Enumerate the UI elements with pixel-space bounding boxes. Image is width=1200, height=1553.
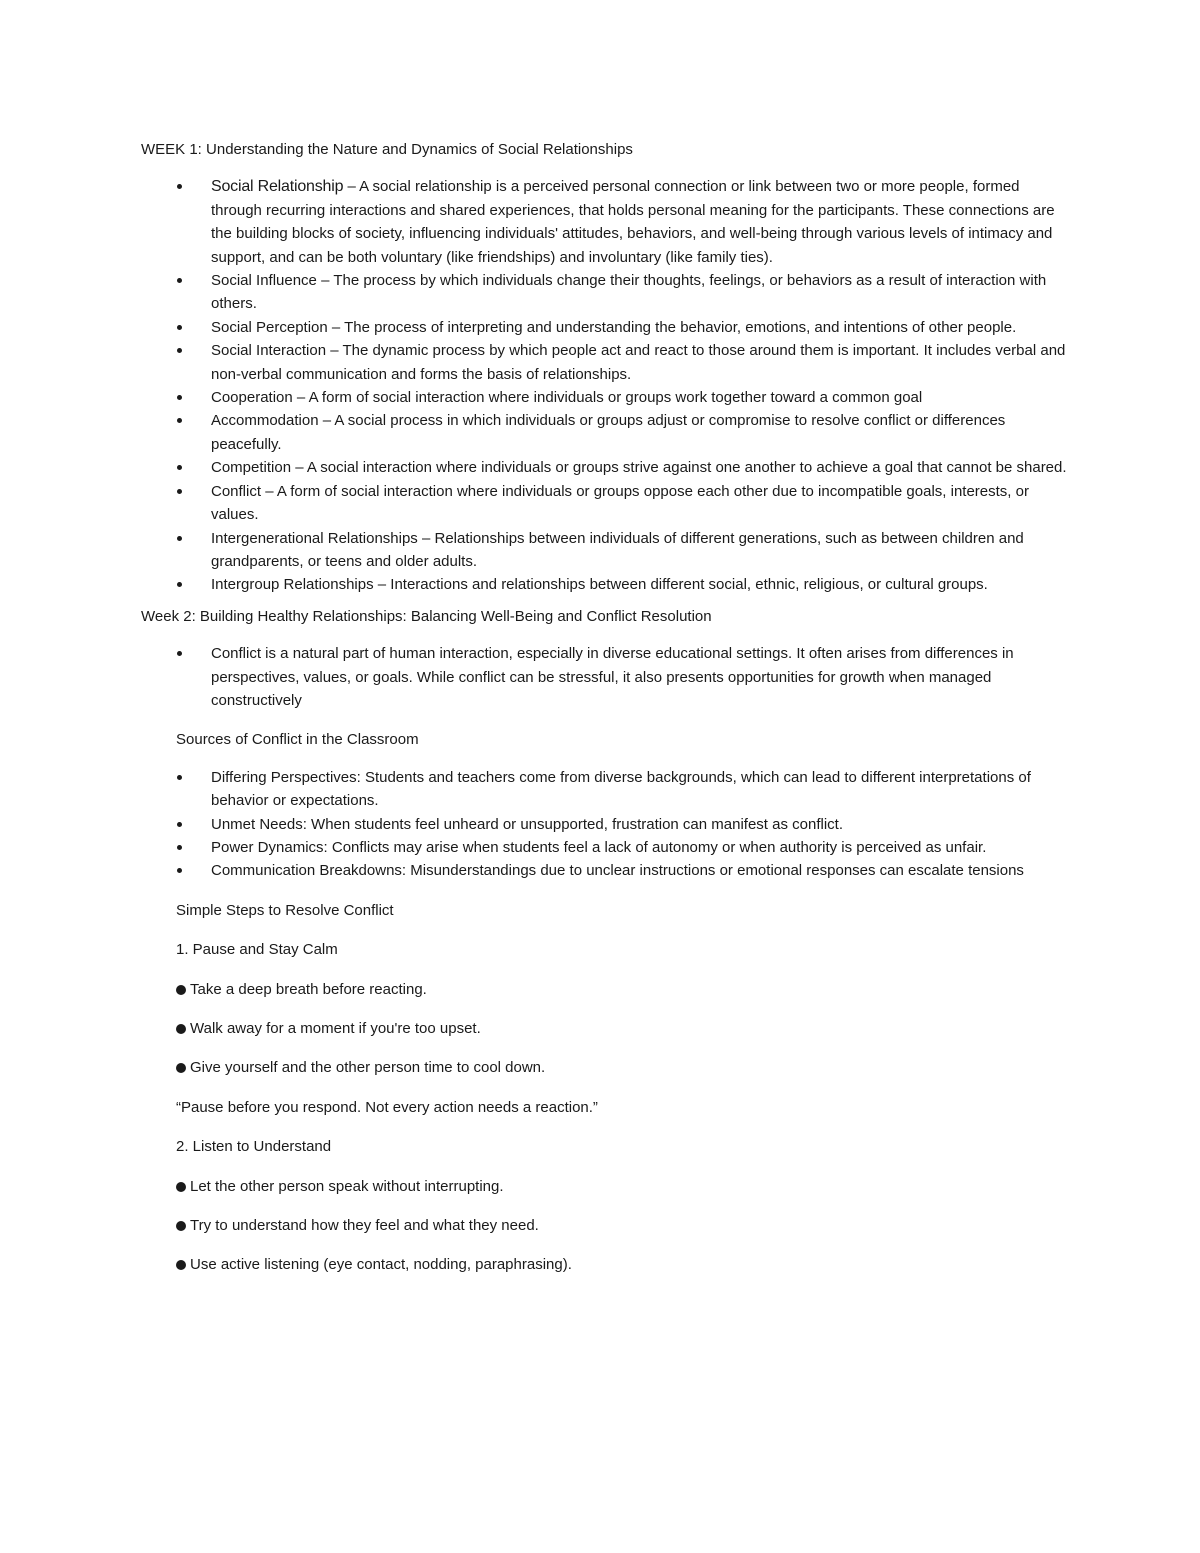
list-item xyxy=(211,386,1071,409)
term: Cooperation xyxy=(211,389,293,407)
definition: – A social process in which individuals or groups adjust or compromise to resolve conflict or differences peacefully. xyxy=(211,412,1006,453)
step-point: Let the other person speak without interrupting. xyxy=(190,1177,504,1195)
step-point: Use active listening (eye contact, nodding, paraphrasing). xyxy=(190,1256,572,1274)
term: Social Interaction xyxy=(211,342,327,360)
document-page xyxy=(141,138,1071,1277)
week2-heading: Week 2: Building Healthy Relationships: Balancing Well-Being and Conflict Resolution xyxy=(141,607,712,625)
definition: – A form of social interaction where individuals or groups work together toward a common goal xyxy=(292,389,923,407)
list-item xyxy=(211,409,1071,456)
term: Conflict xyxy=(211,482,262,500)
step-point: Give yourself and the other person time to cool down. xyxy=(190,1059,546,1077)
list-item xyxy=(211,175,1071,269)
term: Competition xyxy=(211,459,292,477)
definition: – The process of interpreting and understanding the behavior, emotions, and intentions of other people. xyxy=(327,318,1017,336)
list-item: Communication Breakdowns: Misunderstandings due to unclear instructions or emotional responses can escalate tensions xyxy=(211,859,1071,882)
term: Intergenerational Relationships xyxy=(211,529,418,547)
steps-heading: Simple Steps to Resolve Conflict xyxy=(176,901,394,919)
term: Social Perception xyxy=(211,318,328,336)
definition: – The process by which individuals change their thoughts, feelings, or behaviors as a result of interaction with others. xyxy=(211,272,1047,313)
step1-title: 1. Pause and Stay Calm xyxy=(176,941,338,959)
list-item xyxy=(176,978,1071,1001)
sources-list xyxy=(141,766,1071,883)
bullet-dot-icon xyxy=(176,1260,186,1270)
week2-intro-list xyxy=(141,642,1071,712)
list-item xyxy=(176,1017,1071,1040)
step-point: Take a deep breath before reacting. xyxy=(190,980,427,998)
list-item xyxy=(211,456,1071,479)
list-item xyxy=(211,480,1071,527)
step-point: Try to understand how they feel and what they need. xyxy=(190,1217,539,1235)
step1-quote: “Pause before you respond. Not every action needs a reaction.” xyxy=(176,1098,598,1116)
list-item xyxy=(211,527,1071,574)
list-item xyxy=(176,1175,1071,1198)
list-item xyxy=(211,339,1071,386)
sources-heading: Sources of Conflict in the Classroom xyxy=(176,731,419,749)
step2-title: 2. Listen to Understand xyxy=(176,1138,332,1156)
week1-definitions-list xyxy=(141,175,1071,596)
list-item xyxy=(211,573,1071,596)
term: Accommodation xyxy=(211,412,319,430)
week1-heading: WEEK 1: Understanding the Nature and Dynamics of Social Relationships xyxy=(141,141,633,158)
bullet-dot-icon xyxy=(176,1182,186,1192)
term: Social Relationship xyxy=(211,178,344,196)
definition: – The dynamic process by which people act and react to those around them is important. It includes verbal and non-verbal communication and forms the basis of relationships. xyxy=(211,342,1066,383)
list-item: Differing Perspectives: Students and teachers come from diverse backgrounds, which can lead to different interpretations of behavior or expectations. xyxy=(211,766,1071,813)
list-item xyxy=(176,1253,1071,1276)
list-item xyxy=(176,1214,1071,1237)
definition: – A social interaction where individuals or groups strive against one another to achieve a goal that cannot be shared. xyxy=(291,459,1067,477)
list-item xyxy=(211,269,1071,316)
step-point: Walk away for a moment if you're too upset. xyxy=(190,1020,481,1037)
bullet-dot-icon xyxy=(176,1221,186,1231)
list-item: Conflict is a natural part of human interaction, especially in diverse educational settings. It often arises from differences in perspectives, values, or goals. While conflict can be stressful, it also presents opportunities for growth when managed constructively xyxy=(211,642,1071,712)
bullet-dot-icon xyxy=(176,985,186,995)
definition: – Interactions and relationships between different social, ethnic, religious, or cultural groups. xyxy=(373,576,988,594)
definition: – A social relationship is a perceived personal connection or link between two or more people, formed through recurring interactions and shared experiences, that holds personal meaning for the participants. These connections are the building blocks of society, influencing individuals' attitudes, behaviors, and well-being through various levels of intimacy and support, and can be both voluntary (like friendships) and involuntary (like family ties). xyxy=(211,178,1055,266)
list-item: Unmet Needs: When students feel unheard or unsupported, frustration can manifest as conflict. xyxy=(211,813,1071,836)
definition: – A form of social interaction where individuals or groups oppose each other due to incompatible goals, interests, or values. xyxy=(211,482,1029,524)
bullet-dot-icon xyxy=(176,1063,186,1073)
definition: – Relationships between individuals of different generations, such as between children and grandparents, or teens and older adults. xyxy=(211,529,1024,570)
list-item xyxy=(176,1056,1071,1079)
term: Social Influence xyxy=(211,272,317,290)
bullet-dot-icon xyxy=(176,1024,186,1034)
list-item xyxy=(211,316,1071,339)
list-item: Power Dynamics: Conflicts may arise when students feel a lack of autonomy or when authority is perceived as unfair. xyxy=(211,836,1071,859)
term: Intergroup Relationships xyxy=(211,576,374,594)
